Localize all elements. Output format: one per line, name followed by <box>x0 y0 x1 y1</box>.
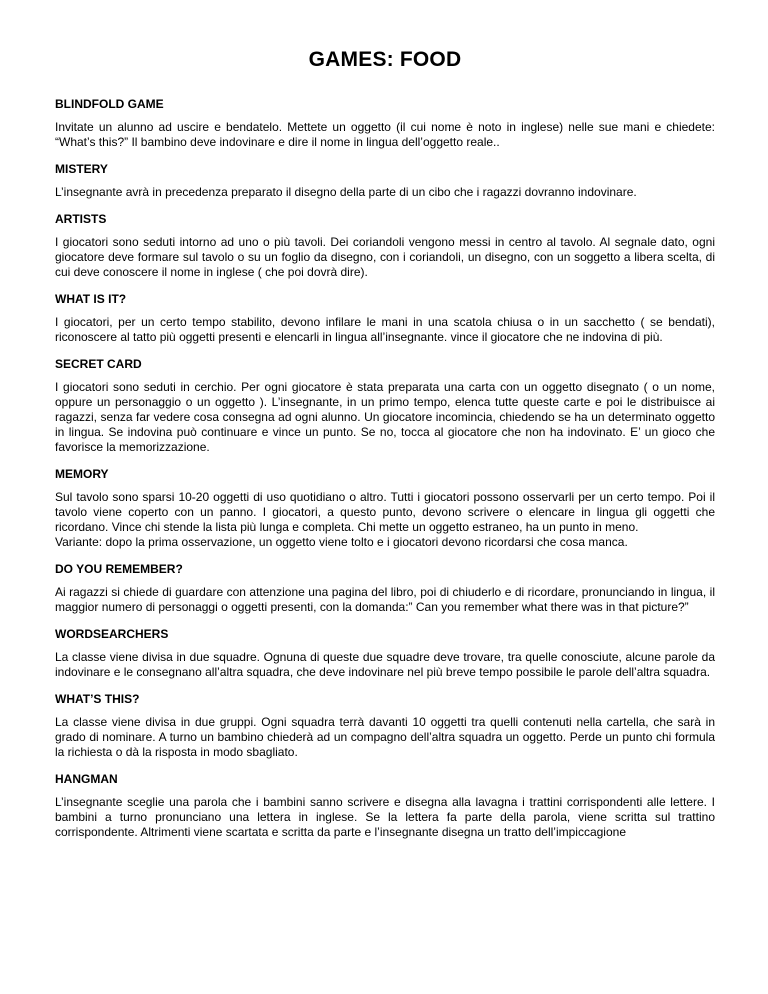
section-mistery <box>55 162 715 200</box>
section-heading: HANGMAN <box>55 772 118 786</box>
section-artists <box>55 212 715 280</box>
document-page <box>55 48 715 852</box>
section-heading: MISTERY <box>55 162 108 176</box>
section-hangman <box>55 772 715 840</box>
section-text: La classe viene divisa in due gruppi. Ogni squadra terrà davanti 10 oggetti tra quelli contenuti nella cartella, che sarà in grado di nominare. A turno un bambino chiederà ad un compagno dell’altra squadra un oggetto. Perde un punto chi formula la richiesta o dà la risposta in modo sbagliato. <box>55 715 715 759</box>
section-text: La classe viene divisa in due squadre. Ognuna di queste due squadre deve trovare, tra quelle conosciute, alcune parole da indovinare e le consegnano all’altra squadra, che deve indovinare nel più breve tempo possibile le parole dell’altra squadra. <box>55 650 715 679</box>
section-what-is-it <box>55 292 715 345</box>
section-heading: WORDSEARCHERS <box>55 627 169 641</box>
section-heading: SECRET CARD <box>55 357 142 371</box>
section-blindfold-game <box>55 97 715 150</box>
section-text: I giocatori, per un certo tempo stabilito, devono infilare le mani in una scatola chiusa o in un sacchetto ( se bendati), riconoscere al tatto più oggetti presenti e elencarli in lingua all’insegnante. vince il giocatore che ne indovina di più. <box>55 315 715 344</box>
section-do-you-remember <box>55 562 715 615</box>
section-heading: WHAT’S THIS? <box>55 692 140 706</box>
section-text: Sul tavolo sono sparsi 10-20 oggetti di uso quotidiano o altro. Tutti i giocatori possono osservarli per un certo tempo. Poi il tavolo viene coperto con un panno. I giocatori, a questo punto, devono scrivere o elencare in lingua gli oggetti che ricordano. Vince chi stende la lista più lunga e completa. Chi mette un oggetto estraneo, ha un punto in meno. Variante: dopo la prima osservazione, un oggetto viene tolto e i giocatori devono ricordarsi che cosa manca. <box>55 490 715 549</box>
section-heading: WHAT IS IT? <box>55 292 127 306</box>
section-heading: MEMORY <box>55 467 109 481</box>
section-text: Ai ragazzi si chiede di guardare con attenzione una pagina del libro, poi di chiuderlo e di ricordare, pronunciando in lingua, il maggior numero di personaggi o oggetti presenti, con la domanda:” Can you remember what there was in that picture?” <box>55 585 715 614</box>
section-text: I giocatori sono seduti in cerchio. Per ogni giocatore è stata preparata una carta con un oggetto disegnato ( o un nome, oppure un personaggio o un oggetto ). L’insegnante, in un primo tempo, elenca tutte queste carte e poi le distribuisce ai ragazzi, senza far vedere cosa consegna ad ogni alunno. Un giocatore incomincia, chiedendo se ha un determinato oggetto in lingua. Se indovina può continuare e vince un punto. Se no, tocca al giocatore che non ha indovinato. E’ un gioco che favorisce la memorizzazione. <box>55 380 715 454</box>
section-text: L’insegnante sceglie una parola che i bambini sanno scrivere e disegna alla lavagna i trattini corrispondenti alle lettere. I bambini a turno pronunciano una lettera in inglese. Se la lettera fa parte della parola, viene scritta sul trattino corrispondente. Altrimenti viene scartata e scritta da parte e l’insegnante disegna un tratto dell’impiccagione <box>55 795 715 839</box>
section-heading: ARTISTS <box>55 212 107 226</box>
section-text: L’insegnante avrà in precedenza preparato il disegno della parte di un cibo che i ragazzi dovranno indovinare. <box>55 185 637 199</box>
section-whats-this <box>55 692 715 760</box>
section-wordsearchers <box>55 627 715 680</box>
page-title: GAMES: FOOD <box>308 48 462 71</box>
section-memory <box>55 467 715 550</box>
section-text: Invitate un alunno ad uscire e bendatelo. Mettete un oggetto (il cui nome è noto in inglese) nelle sue mani e chiedete: “What’s this?” Il bambino deve indovinare e dire il nome in lingua dell’oggetto reale.. <box>55 120 715 149</box>
section-heading: DO YOU REMEMBER? <box>55 562 183 576</box>
section-secret-card <box>55 357 715 455</box>
section-heading: BLINDFOLD GAME <box>55 97 164 111</box>
section-text: I giocatori sono seduti intorno ad uno o più tavoli. Dei coriandoli vengono messi in centro al tavolo. Al segnale dato, ogni giocatore deve formare sul tavolo o su un foglio da disegno, con i coriandoli, un disegno, con un soggetto a libera scelta, di cui deve conoscere il nome in inglese ( che poi dovrà dire). <box>55 235 715 279</box>
